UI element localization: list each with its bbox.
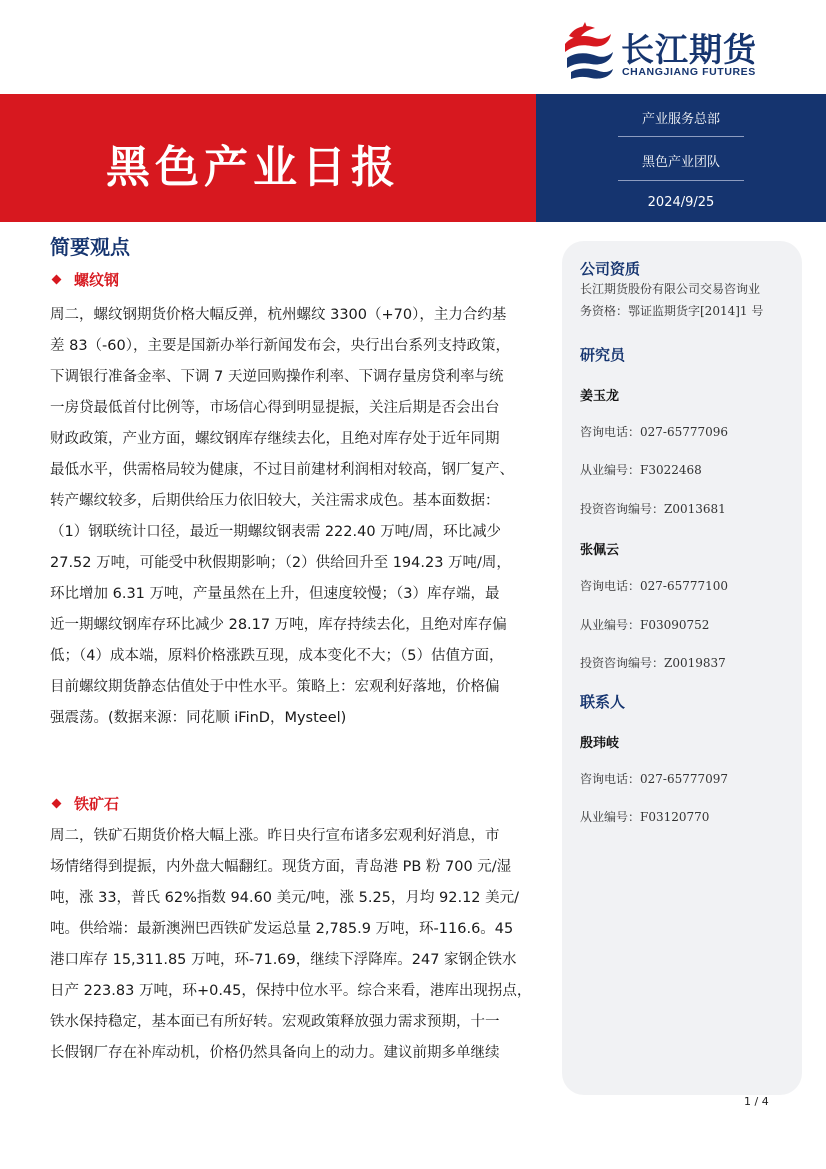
paragraph-line: 环比增加 6.31 万吨，产量虽然在上升，但速度较慢；（3）库存端，最 xyxy=(50,586,500,602)
header-date: 2024/9/25 xyxy=(647,195,715,210)
sidebar-company-text: 长江期货股份有限公司交易咨询业 xyxy=(580,282,761,296)
researcher-phone: 咨询电话：027-65777100 xyxy=(580,579,729,593)
header-divider xyxy=(618,136,744,137)
researcher-advisory: 投资咨询编号：Z0013681 xyxy=(580,502,726,516)
paragraph-iron-ore xyxy=(50,821,532,1069)
paragraph-line: 周二，铁矿石期货价格大幅上涨。昨日央行宣布诸多宏观利好消息，市 xyxy=(50,828,500,844)
company-logo xyxy=(561,22,791,82)
paragraph-line: 低；（4）成本端，原料价格涨跌互现，成本变化不大；（5）估值方面， xyxy=(50,648,504,664)
sidebar-researcher-heading: 研究员 xyxy=(580,346,626,364)
paragraph-line: 长假钢厂存在补库动机，价格仍然具备向上的动力。建议前期多单继续 xyxy=(50,1045,500,1061)
sidebar-company-text: 务资格：鄂证监期货字[2014]1 号 xyxy=(580,304,764,318)
paragraph-line: 日产 223.83 万吨，环+0.45，保持中位水平。综合来看，港库出现拐点， xyxy=(50,983,532,999)
sidebar-contact-heading: 联系人 xyxy=(580,693,626,711)
researcher-name: 张佩云 xyxy=(580,543,620,558)
researcher-advisory: 投资咨询编号：Z0019837 xyxy=(580,656,726,670)
paragraph-line: 周二，螺纹钢期货价格大幅反弹，杭州螺纹 3300（+70），主力合约基 xyxy=(50,307,507,323)
subsection-title-text: 铁矿石 xyxy=(74,795,120,813)
paragraph-line: 港口库存 15,311.85 万吨，环-71.69，继续下浮降库。247 家钢企铁水 xyxy=(50,952,517,968)
contact-name: 殷玮岐 xyxy=(580,736,620,751)
paragraph-rebar xyxy=(50,300,532,734)
paragraph-line: 下调银行准备金率、下调 7 天逆回购操作利率、下调存量房贷利率与统 xyxy=(50,369,504,385)
paragraph-line: （1）钢联统计口径，最近一期螺纹钢表需 222.40 万吨/周，环比减少 xyxy=(50,524,502,540)
logo-name-cn: 长江期货 xyxy=(621,30,757,69)
paragraph-line: 吨。供给端：最新澳洲巴西铁矿发运总量 2,785.9 万吨，环-116.6。45 xyxy=(50,921,514,937)
paragraph-line: 一房贷最低首付比例等，市场信心得到明显提振，关注后期是否会出台 xyxy=(50,400,500,416)
sidebar-company-heading: 公司资质 xyxy=(580,260,641,278)
subsection-title-text: 螺纹钢 xyxy=(74,271,120,289)
researcher-name: 姜玉龙 xyxy=(580,389,620,404)
logo-emblem-icon xyxy=(561,22,617,80)
researcher-license: 从业编号：F3022468 xyxy=(580,463,702,477)
paragraph-line: 27.52 万吨，可能受中秋假期影响；（2）供给回升至 194.23 万吨/周， xyxy=(50,555,511,571)
header-team: 黑色产业团队 xyxy=(641,155,720,170)
paragraph-line: 最低水平，供需格局较为健康，不过目前建材利润相对较高，钢厂复产、 xyxy=(50,462,514,478)
paragraph-line: 转产螺纹较多，后期供给压力依旧较大，关注需求成色。基本面数据： xyxy=(50,493,500,509)
contact-license: 从业编号：F03120770 xyxy=(580,810,710,824)
bullet-diamond-icon xyxy=(52,799,62,809)
paragraph-line: 目前螺纹期货静态估值处于中性水平。策略上：宏观利好落地，价格偏 xyxy=(50,679,500,695)
header-divider xyxy=(618,180,744,181)
paragraph-line: 财政政策，产业方面，螺纹钢库存继续去化，且绝对库存处于近年同期 xyxy=(50,431,500,447)
subsection-title-iron-ore xyxy=(50,793,119,814)
paragraph-line: 铁水保持稳定，基本面已有所好转。宏观政策释放强力需求预期，十一 xyxy=(50,1014,500,1030)
page-number: 1 / 4 xyxy=(744,1095,769,1108)
paragraph-line: 吨，涨 33，普氏 62%指数 94.60 美元/吨，涨 5.25，月均 92.12 美元/ xyxy=(50,890,520,906)
header-dept: 产业服务总部 xyxy=(641,112,720,127)
bullet-diamond-icon xyxy=(52,275,62,285)
subsection-title-rebar xyxy=(50,269,119,290)
researcher-phone: 咨询电话：027-65777096 xyxy=(580,425,729,439)
contact-phone: 咨询电话：027-65777097 xyxy=(580,772,729,786)
paragraph-line: 场情绪得到提振，内外盘大幅翻红。现货方面，青岛港 PB 粉 700 元/湿 xyxy=(50,859,512,875)
report-title: 黑色产业日报 xyxy=(106,142,400,193)
paragraph-line: 差 83（-60），主要是国新办举行新闻发布会，央行出台系列支持政策， xyxy=(50,338,510,354)
logo-name-en: CHANGJIANG FUTURES xyxy=(622,66,756,78)
paragraph-line: 强震荡。(数据来源：同花顺 iFinD，Mysteel) xyxy=(50,710,347,726)
section-heading: 简要观点 xyxy=(50,235,130,259)
researcher-license: 从业编号：F03090752 xyxy=(580,618,710,632)
paragraph-line: 近一期螺纹钢库存环比减少 28.17 万吨，库存持续去化，且绝对库存偏 xyxy=(50,617,507,633)
